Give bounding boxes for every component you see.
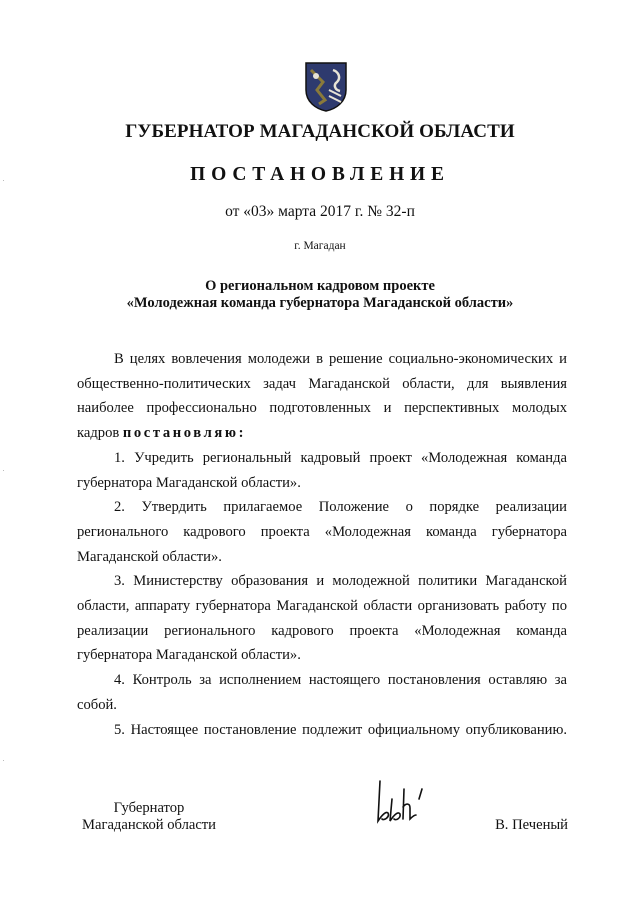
item-5: 5. Настоящее постановление подлежит официальному опубликованию. — [114, 721, 567, 738]
item-1: 1. Учредить региональный кадровый проект «Молодежная команда губернатора Магаданской области». — [77, 449, 567, 491]
document-date-number: от «03» марта 2017 г. № 32-п — [225, 203, 415, 220]
signer-position — [74, 800, 224, 834]
margin-mark — [3, 470, 4, 471]
document-type: ПОСТАНОВЛЕНИЕ — [190, 164, 450, 185]
document-city: г. Магадан — [294, 240, 346, 252]
item-3: 3. Министерству образования и молодежной политики Магаданской области, аппарату губернатора Магаданской области организовать работу по реализации регионального кадрового проекта «Молодежная команда губернатора Магаданской области». — [77, 573, 567, 664]
coat-of-arms-icon — [303, 60, 349, 112]
issuer-title: ГУБЕРНАТОР МАГАДАНСКОЙ ОБЛАСТИ — [125, 121, 515, 142]
subject-line-2: «Молодежная команда губернатора Магаданской области» — [126, 295, 514, 311]
item-4: 4. Контроль за исполнением настоящего постановления оставляю за собой. — [77, 672, 567, 713]
margin-mark — [3, 760, 4, 761]
intro-text: В целях вовлечения молодежи в решение социально-экономических и общественно-политических задач Магаданской области, для выявления наиболее профессионально подготовленных и перспективных молодых кадров — [77, 351, 567, 442]
signer-position-line-2: Магаданской области — [82, 817, 216, 833]
document-body — [77, 347, 567, 742]
decree-word: постановляю: — [122, 425, 247, 442]
subject-line-1: О региональном кадровом проекте — [205, 278, 435, 294]
intro-paragraph — [77, 347, 567, 446]
document-subject — [0, 278, 640, 312]
margin-mark — [3, 180, 4, 181]
item-2: 2. Утвердить прилагаемое Положение о порядке реализации регионального кадрового проекта «Молодежная команда губернатора Магаданской области». — [77, 499, 567, 565]
signer-name: В. Печеный — [495, 817, 568, 833]
handwritten-signature-icon — [374, 775, 434, 827]
signer-position-line-1: Губернатор — [113, 800, 185, 816]
